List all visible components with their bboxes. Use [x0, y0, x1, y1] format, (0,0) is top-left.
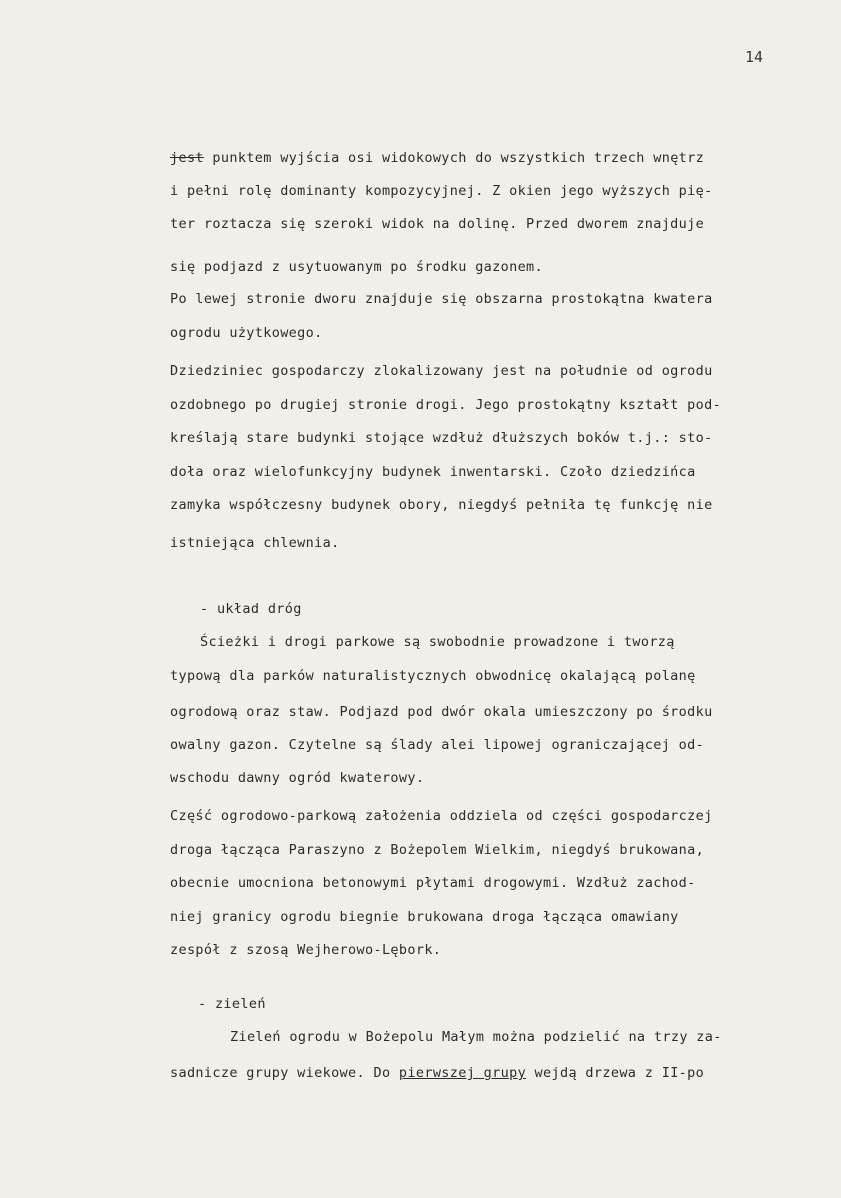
text-line-3: ter roztacza się szeroki widok na dolinę. Przed dworem znajduje: [170, 216, 705, 232]
text-line-1: [170, 152, 704, 166]
text-line-10: doła oraz wielofunkcyjny budynek inwentarski. Czoło dziedzińca: [170, 464, 696, 480]
text-line-11: zamyka współczesny budynek obory, niegdyś pełniła tę funkcję nie: [170, 497, 713, 513]
text-line-12: istniejąca chlewnia.: [170, 535, 340, 551]
text-line-23: zespół z szosą Wejherowo-Lębork.: [170, 942, 442, 958]
text-line-15: typową dla parków naturalistycznych obwodnicę okalającą polanę: [170, 668, 696, 684]
text-line-7: Dziedziniec gospodarczy zlokalizowany jest na południe od ogrodu: [170, 363, 713, 379]
text-line-20: droga łącząca Paraszyno z Bożepolem Wielkim, niegdyś brukowana,: [170, 842, 705, 858]
text-line-9: kreślają stare budynki stojące wzdłuż dłuższych boków t.j.: sto-: [170, 430, 713, 446]
section-heading-roads: - układ dróg: [200, 601, 302, 617]
text-line-25: Zieleń ogrodu w Bożepolu Małym można podzielić na trzy za-: [230, 1029, 722, 1045]
text-line-16: ogrodową oraz staw. Podjazd pod dwór okala umieszczony po środku: [170, 704, 713, 720]
text-line-22: niej granicy ogrodu biegnie brukowana droga łącząca omawiany: [170, 909, 679, 925]
text-line-17: owalny gazon. Czytelne są ślady alei lipowej ograniczającej od-: [170, 737, 705, 753]
struck-word: jest: [170, 150, 204, 166]
section-heading-greenery: - zieleń: [198, 996, 266, 1012]
text-line-21: obecnie umocniona betonowymi płytami drogowymi. Wzdłuż zachod-: [170, 875, 696, 891]
line-text: sadnicze grupy wiekowe. Do: [170, 1065, 399, 1081]
text-line-18: wschodu dawny ogród kwaterowy.: [170, 770, 425, 786]
text-line-26: [170, 1067, 704, 1081]
underlined-phrase: pierwszej grupy: [398, 1065, 527, 1081]
text-line-14: Ścieżki i drogi parkowe są swobodnie prowadzone i tworzą: [200, 634, 675, 650]
text-line-5: Po lewej stronie dworu znajduje się obszarna prostokątna kwatera: [170, 291, 713, 307]
text-line-8: ozdobnego po drugiej stronie drogi. Jego prostokątny kształt pod-: [170, 397, 722, 413]
line-text: punktem wyjścia osi widokowych do wszystkich trzech wnętrz: [212, 150, 705, 166]
text-line-2: i pełni rolę dominanty kompozycyjnej. Z okien jego wyższych pię-: [170, 183, 713, 199]
line-text: wejdą drzewa z II-po: [526, 1065, 705, 1081]
page-number: 14: [745, 48, 764, 66]
text-line-4: się podjazd z usytuowanym po środku gazonem.: [170, 259, 544, 275]
text-line-19: Część ogrodowo-parkową założenia oddziela od części gospodarczej: [170, 808, 713, 824]
text-line-6: ogrodu użytkowego.: [170, 325, 323, 341]
